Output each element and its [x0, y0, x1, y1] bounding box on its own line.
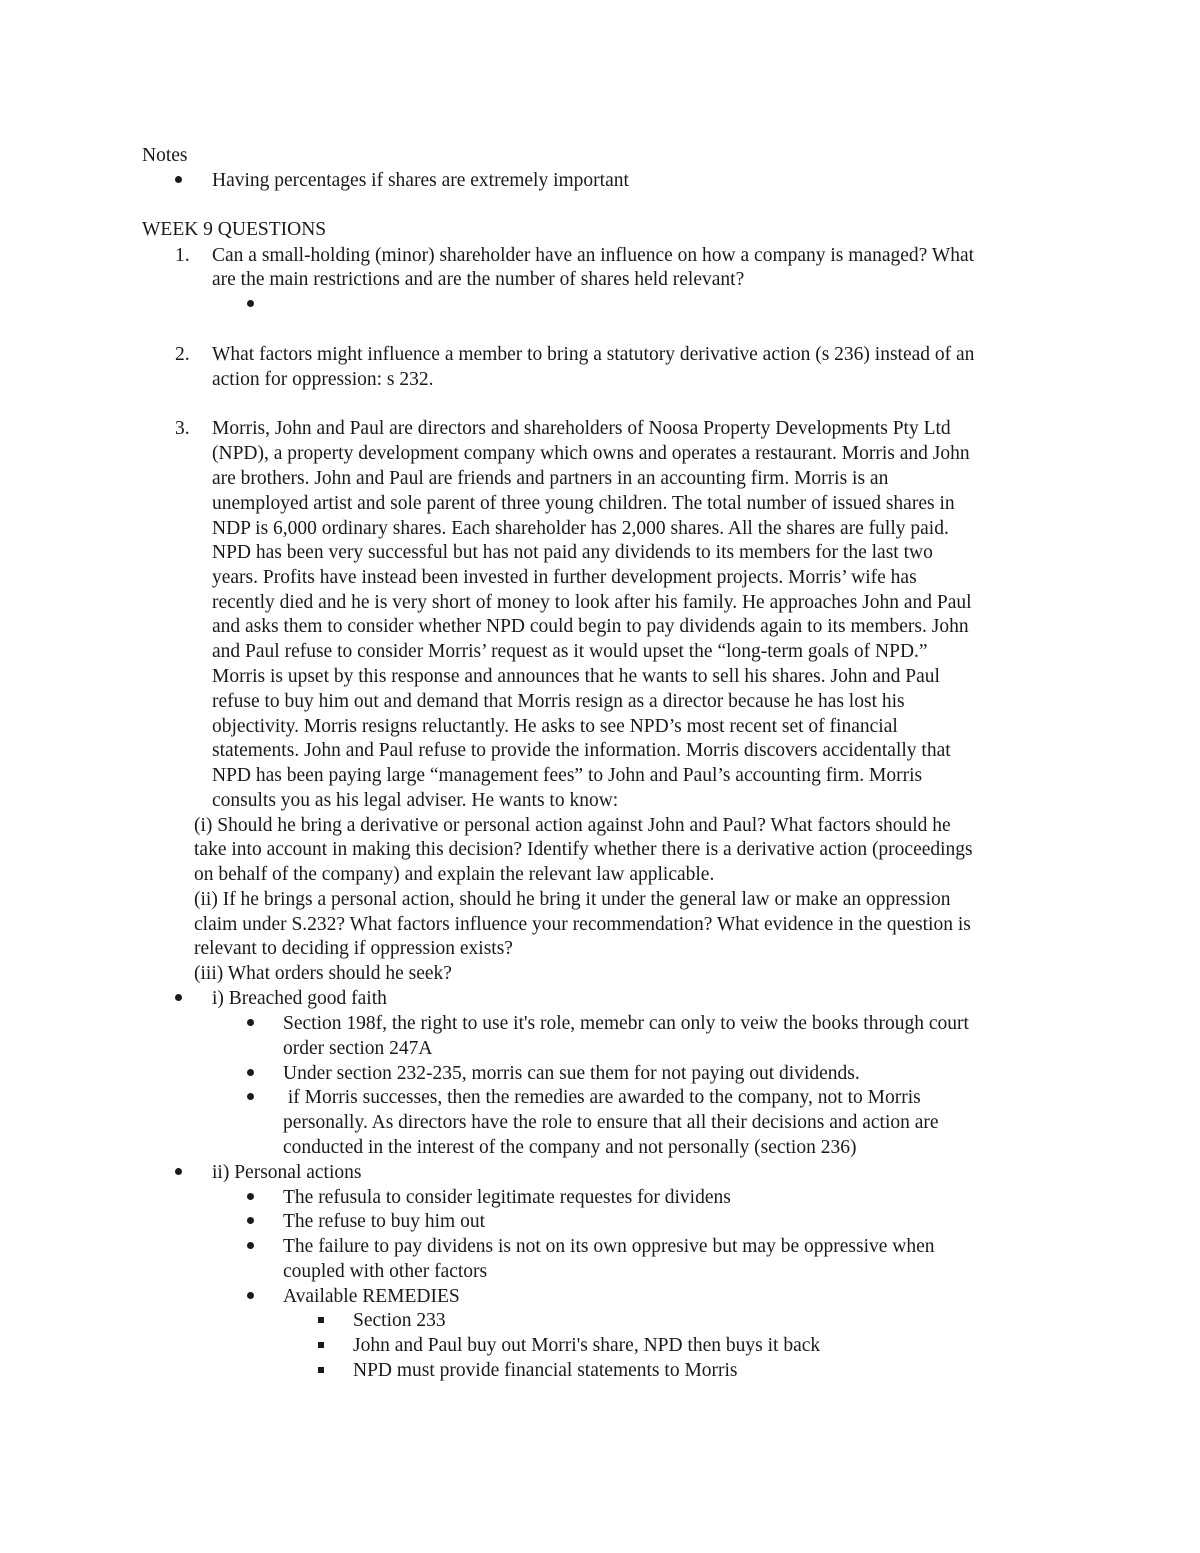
- question-2-line: What factors might influence a member to bring a statutory derivative action (s 236) instead of an: [212, 344, 975, 365]
- bullet-icon: [247, 1093, 254, 1100]
- bullet-icon: [247, 1019, 254, 1026]
- question-3-line: unemployed artist and sole parent of three young children. The total number of issued shares in: [212, 493, 955, 514]
- bullet-icon: [175, 994, 182, 1001]
- sub-question-line: relevant to deciding if oppression exists?: [194, 938, 513, 959]
- question-3-line: NPD has been paying large “management fees” to John and Paul’s accounting firm. Morris: [212, 765, 923, 786]
- notes-heading: Notes: [142, 145, 188, 166]
- answer-item-line: Section 198f, the right to use it's role, memebr can only to veiw the books through court: [283, 1013, 969, 1034]
- question-3-line: NDP is 6,000 ordinary shares. Each shareholder has 2,000 shares. All the shares are fully paid.: [212, 518, 949, 539]
- square-bullet-icon: [318, 1342, 324, 1348]
- bullet-icon: [247, 1069, 254, 1076]
- question-3-line: Morris, John and Paul are directors and shareholders of Noosa Property Developments Pty Ltd: [212, 418, 951, 439]
- bullet-icon: [247, 1217, 254, 1224]
- question-3-line: recently died and he is very short of money to look after his family. He approaches John and Paul: [212, 592, 972, 613]
- question-3-line: statements. John and Paul refuse to provide the information. Morris discovers accidentally that: [212, 740, 951, 761]
- question-1-line: are the main restrictions and are the number of shares held relevant?: [212, 269, 745, 290]
- answer-item-line: conducted in the interest of the company and not personally (section 236): [283, 1137, 857, 1158]
- bullet-icon: [175, 1168, 182, 1175]
- answer-item-line: The refuse to buy him out: [283, 1211, 485, 1232]
- answer-item-line: The refusula to consider legitimate requestes for dividens: [283, 1187, 731, 1208]
- answer-heading: i) Breached good faith: [212, 988, 387, 1009]
- bullet-icon: [175, 176, 182, 183]
- question-3-line: objectivity. Morris resigns reluctantly. He asks to see NPD’s most recent set of financial: [212, 716, 898, 737]
- bullet-icon: [247, 1292, 254, 1299]
- sub-question-line: claim under S.232? What factors influence your recommendation? What evidence in the question is: [194, 914, 971, 935]
- sub-question-line: (iii) What orders should he seek?: [194, 963, 452, 984]
- answer-item-line: personally. As directors have the role to ensure that all their decisions and action are: [283, 1112, 939, 1133]
- remedy-item: John and Paul buy out Morri's share, NPD then buys it back: [353, 1335, 821, 1356]
- remedy-item: Section 233: [353, 1310, 446, 1331]
- question-3-line: and Paul refuse to consider Morris’ request as it would upset the “long-term goals of NPD.”: [212, 641, 928, 662]
- sub-question-line: on behalf of the company) and explain the relevant law applicable.: [194, 864, 715, 885]
- question-1-line: Can a small-holding (minor) shareholder have an influence on how a company is managed? What: [212, 245, 975, 266]
- answer-item-line: order section 247A: [283, 1038, 433, 1059]
- question-number: 2.: [175, 344, 190, 365]
- square-bullet-icon: [318, 1367, 324, 1373]
- bullet-icon: [247, 300, 254, 307]
- question-number: 3.: [175, 418, 190, 439]
- sub-question-line: (i) Should he bring a derivative or personal action against John and Paul? What factors should he: [194, 815, 951, 836]
- answer-item-line: Available REMEDIES: [283, 1286, 460, 1307]
- sub-question-line: take into account in making this decision? Identify whether there is a derivative action (proceedings: [194, 839, 973, 860]
- question-3-line: NPD has been very successful but has not paid any dividends to its members for the last two: [212, 542, 933, 563]
- bullet-icon: [247, 1193, 254, 1200]
- question-3-line: Morris is upset by this response and announces that he wants to sell his shares. John and Paul: [212, 666, 940, 687]
- remedy-item: NPD must provide financial statements to Morris: [353, 1360, 738, 1381]
- question-3-line: and asks them to consider whether NPD could begin to pay dividends again to its members. John: [212, 616, 969, 637]
- question-3-line: consults you as his legal adviser. He wants to know:: [212, 790, 619, 811]
- question-2-line: action for oppression: s 232.: [212, 369, 434, 390]
- question-3-line: refuse to buy him out and demand that Morris resign as a director because he has lost his: [212, 691, 905, 712]
- answer-item-line: Under section 232-235, morris can sue them for not paying out dividends.: [283, 1063, 860, 1084]
- bullet-icon: [247, 1242, 254, 1249]
- answer-heading: ii) Personal actions: [212, 1162, 362, 1183]
- answer-item-line: if Morris successes, then the remedies are awarded to the company, not to Morris: [283, 1087, 921, 1108]
- sub-question-line: (ii) If he brings a personal action, should he bring it under the general law or make an oppression: [194, 889, 951, 910]
- square-bullet-icon: [318, 1317, 324, 1323]
- answer-item-line: coupled with other factors: [283, 1261, 488, 1282]
- question-number: 1.: [175, 245, 190, 266]
- question-3-line: are brothers. John and Paul are friends and partners in an accounting firm. Morris is an: [212, 468, 889, 489]
- notes-bullet-text: Having percentages if shares are extremely important: [212, 170, 629, 191]
- answer-item-line: The failure to pay dividens is not on its own oppresive but may be oppressive when: [283, 1236, 935, 1257]
- question-3-line: years. Profits have instead been invested in further development projects. Morris’ wife has: [212, 567, 917, 588]
- question-3-line: (NPD), a property development company which owns and operates a restaurant. Morris and John: [212, 443, 970, 464]
- section-heading: WEEK 9 QUESTIONS: [142, 219, 327, 240]
